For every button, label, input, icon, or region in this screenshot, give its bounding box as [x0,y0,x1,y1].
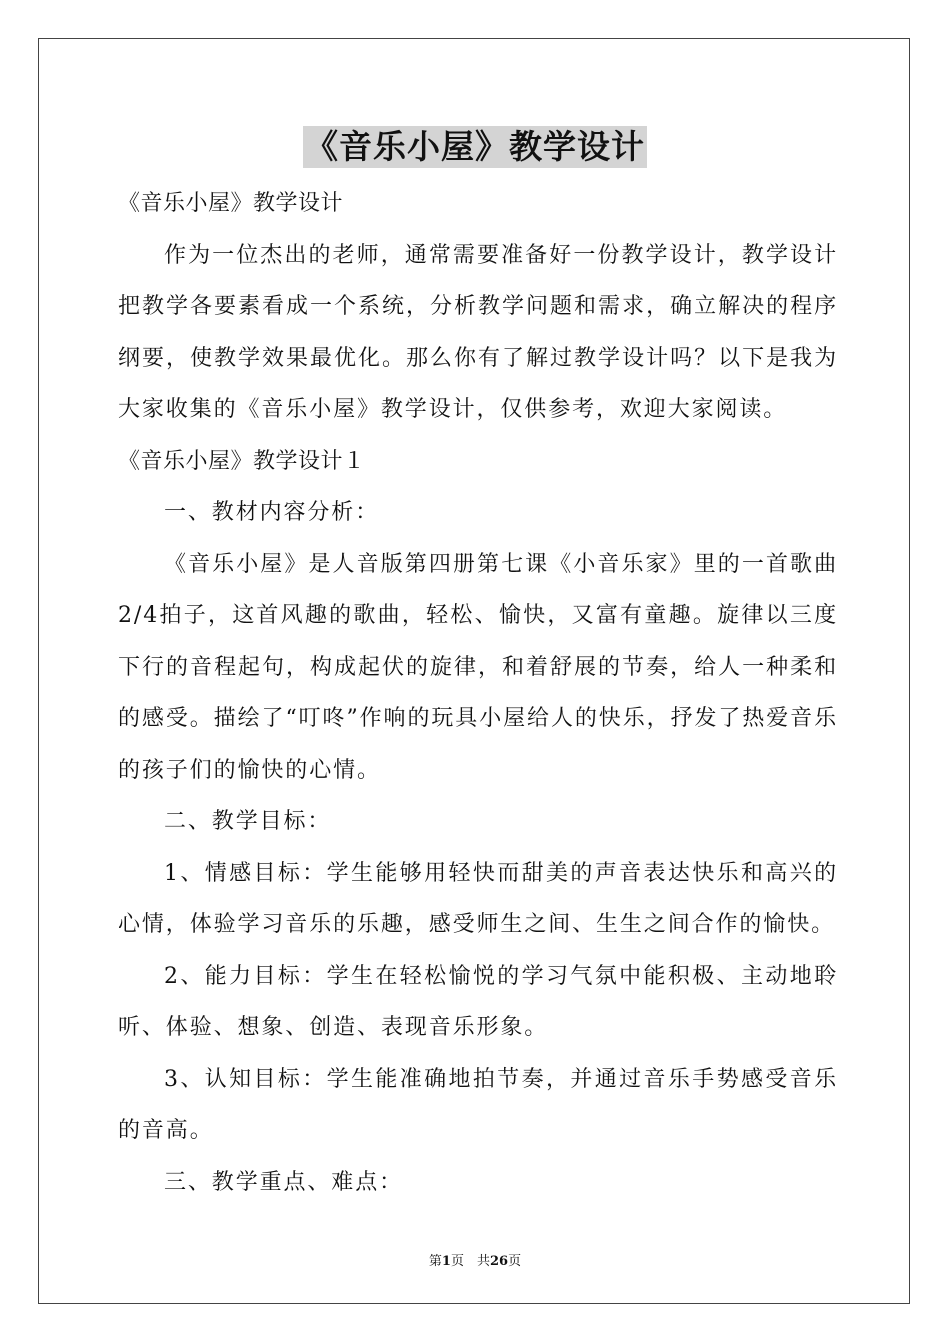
heading-goals: 二、教学目标： [164,809,332,834]
intro-paragraph: 作为一位杰出的老师，通常需要准备好一份教学设计，教学设计把教学各要素看成一个系统，分析教学问题和需求，确立解决的程序纲要，使教学效果最优化。那么你有了解过教学设计吗？以下是我为大家收集的《音乐小屋》教学设计，仅供参考，欢迎大家阅读。 [118,242,838,422]
title-container [0,126,950,168]
heading-analysis: 一、教材内容分析： [164,500,380,525]
document-body [118,178,838,1208]
goal-ability: 2、能力目标：学生在轻松愉悦的学习气氛中能积极、主动地聆听、体验、想象、创造、表现音乐形象。 [118,963,838,1040]
footer-suffix: 页 [508,1254,522,1269]
goal-cognition: 3、认知目标：学生能准确地拍节奏，并通过音乐手势感受音乐的音高。 [118,1066,838,1143]
page-title: 《音乐小屋》教学设计 [305,127,645,166]
footer-prefix: 第 [428,1254,442,1269]
subtitle: 《音乐小屋》教学设计 [118,191,344,216]
page-footer [0,1250,950,1269]
footer-mid: 页 共 [450,1254,490,1269]
section-title: 《音乐小屋》教学设计１ [118,448,366,474]
footer-page-number: 1 [441,1254,451,1269]
footer-total-pages: 26 [489,1254,509,1269]
goal-emotion: 1、情感目标：学生能够用轻快而甜美的声音表达快乐和高兴的心情，体验学习音乐的乐趣，感受师生之间、生生之间合作的愉快。 [118,860,838,937]
heading-key-points: 三、教学重点、难点： [164,1169,404,1195]
analysis-paragraph: 《音乐小屋》是人音版第四册第七课《小音乐家》里的一首歌曲2/4拍子，这首风趣的歌曲，轻松、愉快，又富有童趣。旋律以三度下行的音程起句，构成起伏的旋律，和着舒展的节奏，给人一种柔和的感受。描绘了“叮咚”作响的玩具小屋给人的快乐，抒发了热爱音乐的孩子们的愉快的心情。 [118,551,838,783]
